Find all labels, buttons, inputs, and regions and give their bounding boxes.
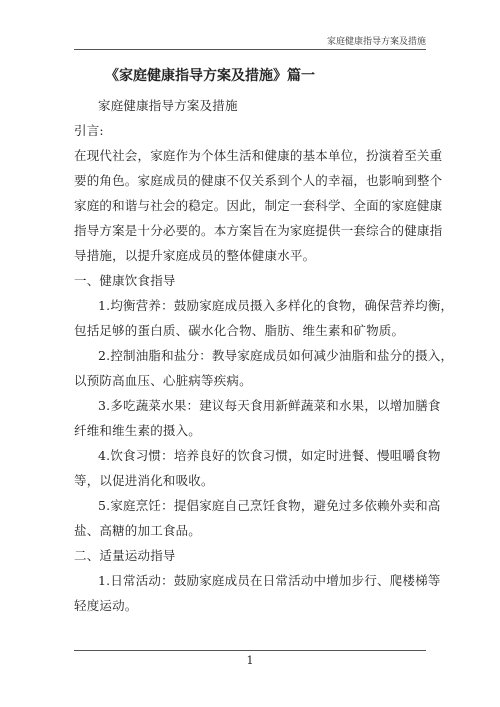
section-heading-diet: 一、健康饮食指导 [74, 273, 176, 288]
list-item-line: 5.家庭烹饪：提倡家庭自己烹饪食物，避免过多依赖外卖和高 [98, 498, 441, 513]
document-body [74, 93, 454, 618]
intro-line: 在现代社会，家庭作为个体生活和健康的基本单位，扮演着至关重 [74, 148, 443, 163]
list-item-line: 4.饮食习惯：培养良好的饮食习惯，如定时进餐、慢咀嚼食物 [98, 448, 441, 463]
list-item [74, 493, 441, 543]
list-item-line: 以预防高血压、心脏病等疾病。 [74, 373, 252, 388]
subtitle: 家庭健康指导方案及措施 [98, 98, 238, 113]
list-item-line: 1.均衡营养：鼓励家庭成员摄入多样化的食物，确保营养均衡， [98, 298, 454, 313]
intro-line: 指导方案是十分必要的。本方案旨在为家庭提供一套综合的健康指 [74, 223, 443, 238]
intro-label: 引言: [74, 123, 104, 138]
footer-divider [74, 650, 426, 651]
list-item-line: 包括足够的蛋白质、碳水化合物、脂肪、维生素和矿物质。 [74, 323, 405, 338]
list-item [74, 443, 441, 493]
intro-line: 要的角色。家庭成员的健康不仅关系到个人的幸福，也影响到整个 [74, 173, 443, 188]
list-item-line: 3.多吃蔬菜水果：建议每天食用新鲜蔬菜和水果，以增加膳食 [98, 398, 441, 413]
list-item [74, 293, 454, 343]
list-item [74, 343, 454, 393]
section-heading-exercise: 二、适量运动指导 [74, 548, 176, 563]
list-item-line: 1.日常活动：鼓励家庭成员在日常活动中增加步行、爬楼梯等 [98, 573, 441, 588]
list-item-line: 纤维和维生素的摄入。 [74, 423, 202, 438]
document-title: 《家庭健康指导方案及措施》篇一 [105, 68, 315, 84]
intro-paragraph [74, 143, 443, 268]
list-item-line: 轻度运动。 [74, 598, 138, 613]
intro-line: 导措施，以提升家庭成员的整体健康水平。 [74, 248, 316, 263]
page-header [0, 0, 500, 52]
intro-line: 家庭的和谐与社会的稳定。因此，制定一套科学、全面的家庭健康 [74, 198, 443, 213]
list-item [74, 393, 441, 443]
header-divider [74, 49, 426, 50]
list-item [74, 568, 441, 618]
list-item-line: 2.控制油脂和盐分：教导家庭成员如何减少油脂和盐分的摄入， [98, 348, 454, 363]
list-item-line: 等，以促进消化和吸收。 [74, 473, 214, 488]
list-item-line: 盐、高糖的加工食品。 [74, 523, 202, 538]
running-header-title: 家庭健康指导方案及措施 [326, 37, 426, 47]
page-number: 1 [246, 654, 254, 667]
